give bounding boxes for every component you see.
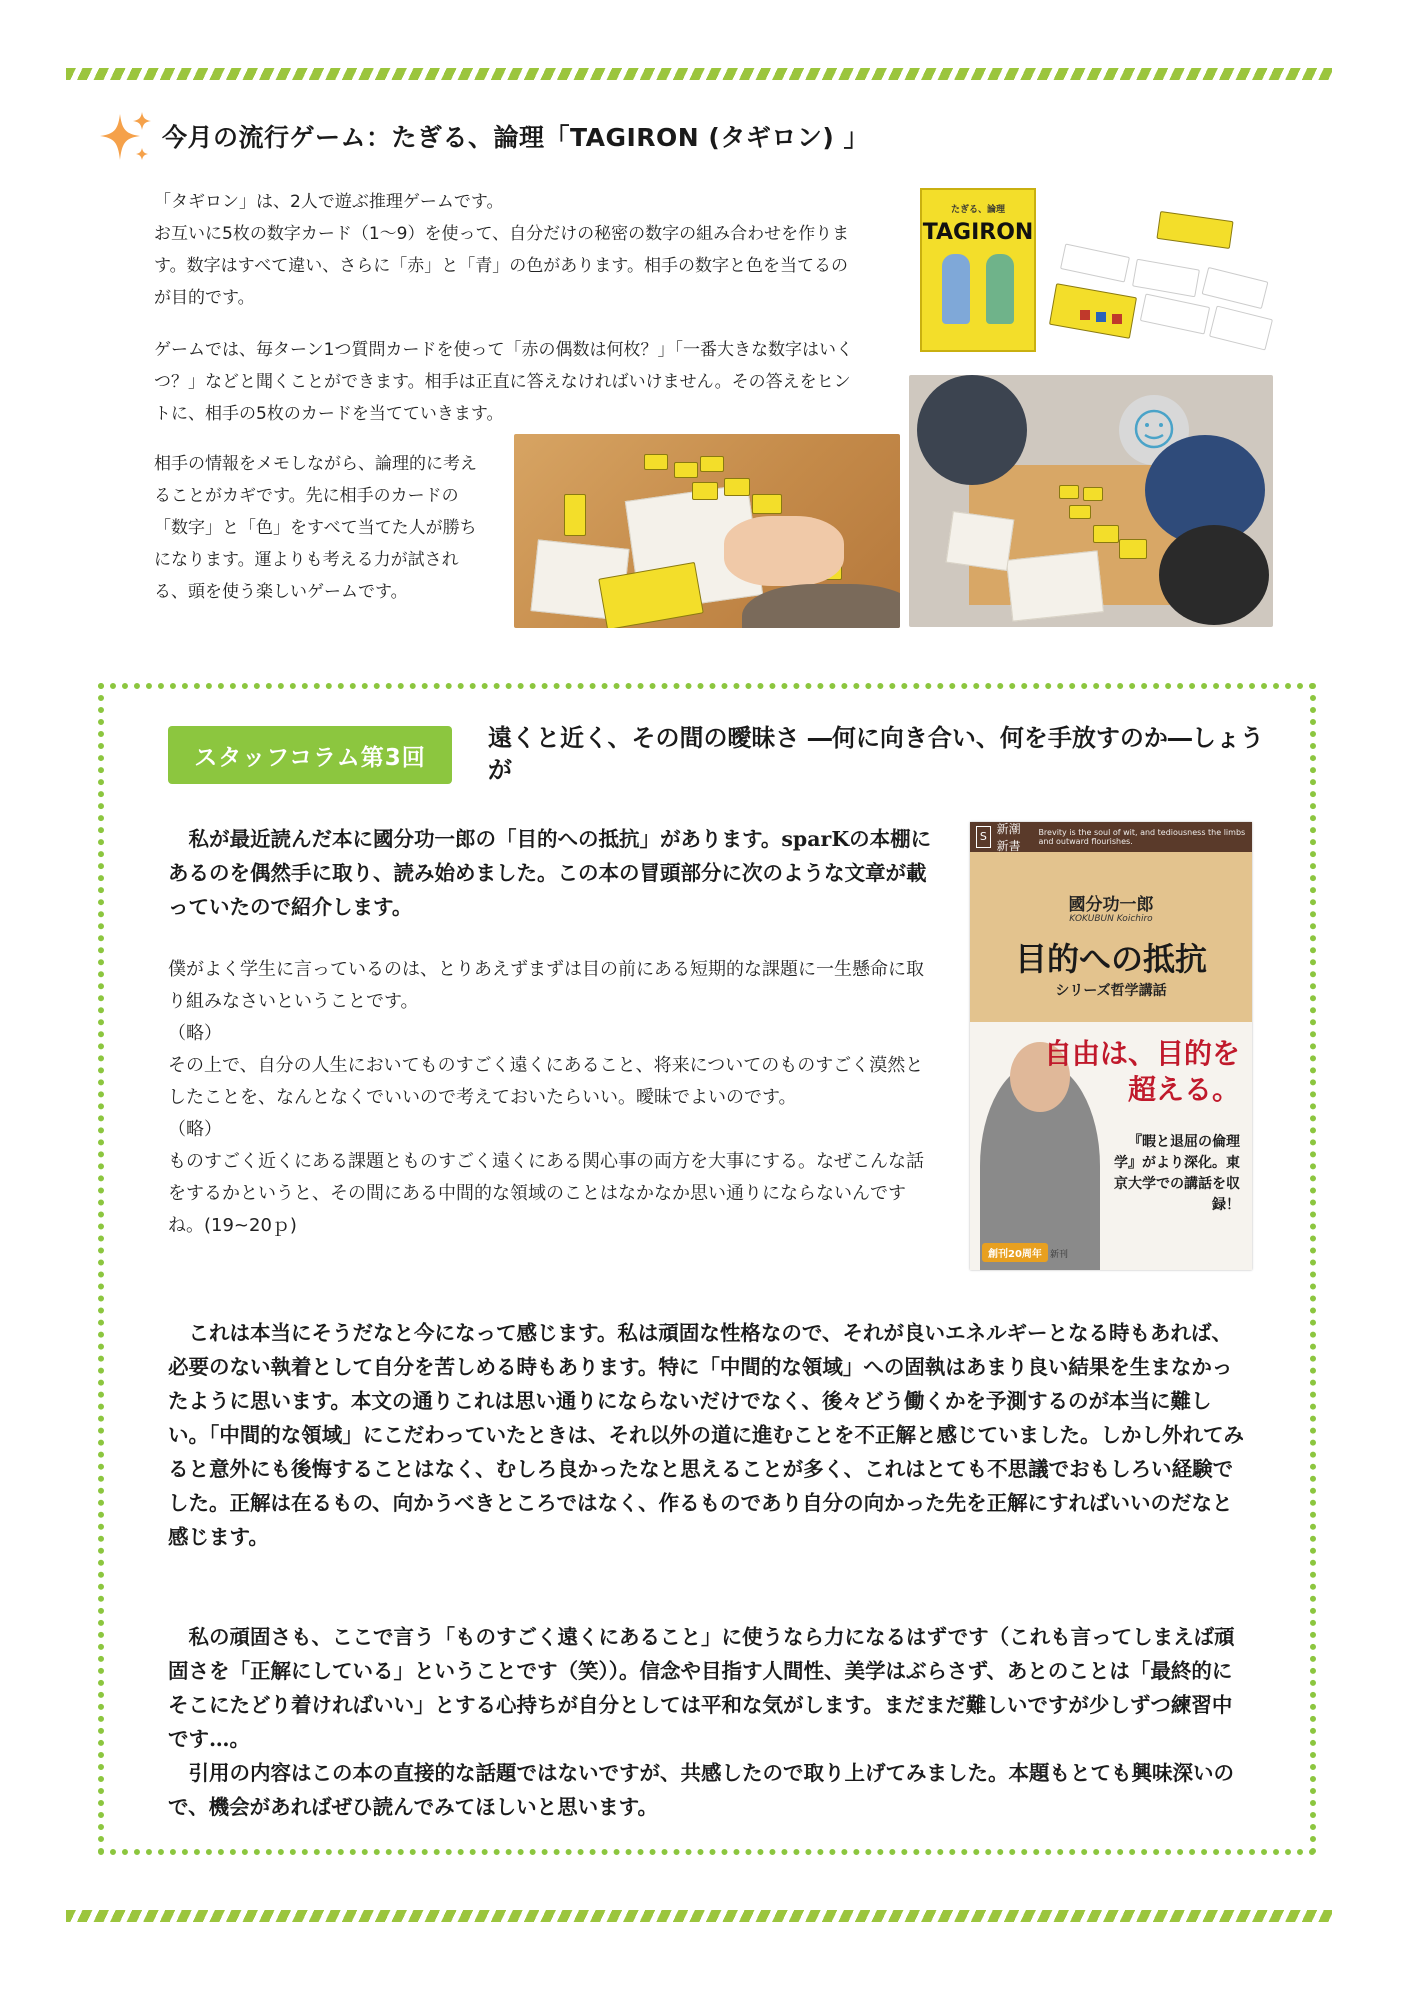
book-cover (970, 822, 1252, 1270)
book-band-en: Brevity is the soul of wit, and tediousness the limbs and outward flourishes. (1038, 828, 1246, 846)
book-new-label: 新刊 (1050, 1250, 1069, 1260)
sparkle-icon (96, 110, 156, 170)
memo-paper (946, 511, 1015, 571)
column-badge: スタッフコラム第3回 (168, 726, 452, 784)
card (1209, 305, 1273, 350)
section-title: 今月の流行ゲーム：たぎる、論理「TAGIRON (タギロン) 」 (162, 123, 869, 152)
column-title: 遠くと近く、その間の曖昧さ ―何に向き合い、何を手放すのか―しょうが (488, 724, 1264, 784)
card (1156, 211, 1233, 249)
game-box-subtitle: たぎる、論理 (950, 205, 1005, 215)
card (1119, 539, 1147, 559)
tile-blue (1096, 312, 1106, 322)
tile-red (1112, 314, 1122, 324)
book-anniversary-badge: 創刊20周年 (982, 1243, 1048, 1262)
card (1132, 259, 1200, 298)
column-body-1: これは本当にそうだなと今になって感じます。私は頑固な性格なので、それが良いエネルギーとなる時もあれば、必要のない執着として自分を苦しめる時もあります。特に「中間的な領域」への固執はあまり良い結果を生まなかったように思います。本文の通りこれは思い通りにならないだけでなく、後々どう働くかを予測するのが本当に難しい。「中間的な領域」にこだわっていたときは、それ以外の道に進むことを不正解と感じていました。しかし外れてみると意外にも後悔することはなく、むしろ良かったなと思えることが多く、これはとても不思議でおもしろい経験でした。正解は在るもの、向かうべきところではなく、作るものであり自分の向かった先を正解にすればいいのだなと感じます。 (168, 1321, 1245, 1549)
book-series: シリーズ哲学講話 (1055, 983, 1167, 999)
memo-paper (1006, 550, 1104, 621)
card (752, 494, 782, 514)
card (1060, 243, 1130, 282)
book-blurb: 『暇と退屈の倫理学』がより深化。東京大学での講話を収録！ (1114, 1134, 1240, 1213)
tile-red (1080, 310, 1090, 320)
card (1059, 485, 1079, 499)
smile-icon (1131, 409, 1177, 449)
game-intro-text: 「タギロン」は、2人で遊ぶ推理ゲームです。 お互いに5枚の数字カード（1〜9）を使って、自分だけの秘密の数字の組み合わせを作ります。数字はすべて違い、さらに「赤」と「青」の色があります。相手の数字と色を当てるのが目的です。 (154, 192, 850, 308)
game-tips-text: 相手の情報をメモしながら、論理的に考えることがカギです。先に相手のカードの「数字」と「色」をすべて当てた人が勝ちになります。運よりも考える力が試される、頭を使う楽しいゲームです。 (154, 454, 477, 602)
player-1 (917, 375, 1027, 485)
game-box (920, 188, 1036, 352)
card (1140, 293, 1210, 334)
product-photo (912, 180, 1276, 358)
game-rules-text: ゲームでは、毎ターン1つ質問カードを使って「赤の偶数は何枚？」「一番大きな数字はいくつ？」などと聞くことができます。相手は正直に答えなければいけません。その答えをヒントに、相手の5枚のカードを当てていきます。 (154, 340, 853, 424)
card (1083, 487, 1103, 501)
card (1093, 525, 1119, 543)
player-3 (1159, 525, 1269, 625)
card (692, 482, 718, 500)
book-band (970, 822, 1252, 852)
box-figure-right (986, 254, 1014, 324)
column-intro: 私が最近読んだ本に國分功一郎の「目的への抵抗」があります。sparKの本棚にあるのを偶然手に取り、読み始めました。この本の冒頭部分に次のような文章が載っていたので紹介します。 (168, 827, 932, 919)
top-divider (66, 68, 1332, 80)
card (1069, 505, 1091, 519)
card (674, 462, 698, 478)
card (1049, 283, 1137, 339)
book-title: 目的への抵抗 (1014, 940, 1207, 978)
card-screen (564, 494, 586, 536)
book-author: 國分功一郎 (1068, 895, 1154, 915)
book-author-en: KOKUBUN Koichiro (1069, 914, 1153, 924)
play-photo-1 (514, 434, 900, 628)
bottom-divider (66, 1910, 1332, 1922)
card (724, 478, 750, 496)
person-sleeve (742, 584, 900, 628)
hand (724, 516, 844, 586)
column-quote: 僕がよく学生に言っているのは、とりあえずまずは目の前にある短期的な課題に一生懸命に取り組みなさいということです。 （略） その上で、自分の人生においてものすごく遠くにあること、将来についてのものすごく漠然としたことを、なんとなくでいいので考えておいたらいい。曖昧でよいのです。 （略） ものすごく近くにある課題とものすごく遠くにある関心事の両方を大事にする。なぜこんな話をするかというと、その間にある中間的な領域のことはなかなか思い通りにならないんですね。(19~20ｐ) (168, 959, 924, 1236)
box-figure-left (942, 254, 970, 324)
card (1202, 267, 1269, 309)
game-box-title: TAGIRON (922, 220, 1034, 245)
card (700, 456, 724, 472)
book-slogan: 自由は、目的を超える。 (1043, 1037, 1240, 1106)
play-photo-2 (909, 375, 1273, 627)
card (644, 454, 668, 470)
book-publisher: 新潮新書 (996, 822, 1021, 853)
publisher-logo-icon: S (976, 826, 991, 848)
book-lower-panel (970, 1022, 1252, 1270)
column-body-2: 私の頑固さも、ここで言う「ものすごく遠くにあること」に使うなら力になるはずです（これも言ってしまえば頑固さを「正解にしている」ということです（笑））。信念や目指す人間性、美学はぶらさず、あとのことは「最終的にそこにたどり着ければいい」とする心持ちが自分としては平和な気がします。まだまだ難しいですが少しずつ練習中です…。 引用の内容はこの本の直接的な話題ではないですが、共感したので取り上げてみました。本題もとても興味深いので、機会があればぜひ読んでみてほしいと思います。 (168, 1625, 1235, 1819)
